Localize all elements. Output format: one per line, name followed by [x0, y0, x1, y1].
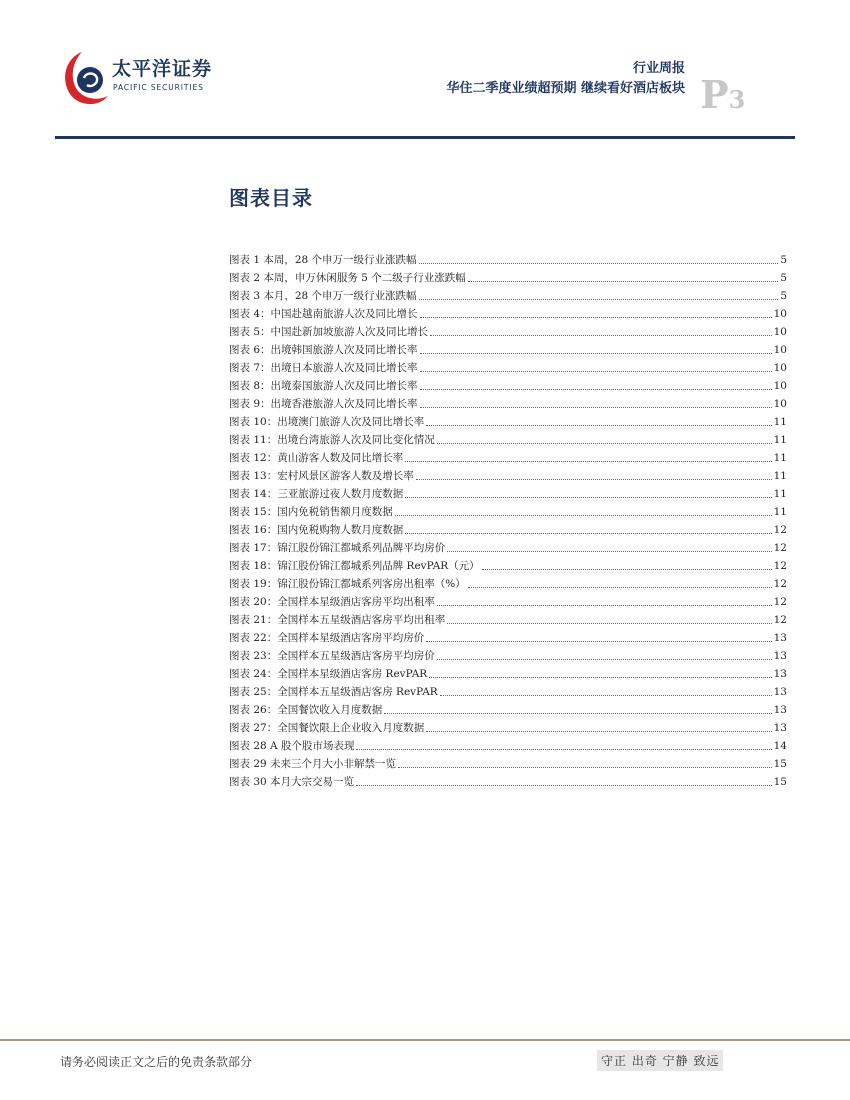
toc-entry[interactable]: [229, 303, 787, 321]
toc-entry-label: 图表 8：出境泰国旅游人次及同比增长率: [229, 380, 418, 392]
toc-entry-page: 13: [773, 650, 787, 662]
toc-entry[interactable]: [229, 447, 787, 465]
brand-name-cn: 太平洋证券: [112, 58, 213, 80]
toc-entry-label: 图表 14：三亚旅游过夜人数月度数据: [229, 488, 404, 500]
toc-entry-label: 图表 16：国内免税购物人数月度数据: [229, 524, 404, 536]
toc-entry-page: 15: [773, 776, 787, 788]
toc-entry-page: 5: [780, 290, 787, 302]
toc-entry[interactable]: [229, 735, 787, 753]
toc-leader-dots: [429, 676, 771, 678]
toc-entry-page: 10: [773, 344, 787, 356]
toc-entry-label: 图表 19：锦江股份锦江都城系列客房出租率（%）: [229, 578, 466, 590]
toc-entry-page: 12: [773, 560, 787, 572]
toc-entry[interactable]: [229, 717, 787, 735]
pacific-securities-logo-icon: [60, 48, 112, 108]
toc-leader-dots: [430, 334, 772, 336]
footer-disclaimer: 请务必阅读正文之后的免责条款部分: [60, 1055, 253, 1069]
toc-entry-page: 11: [773, 470, 787, 482]
toc-entry-page: 10: [773, 362, 787, 374]
toc-entry-label: 图表 3 本月，28 个申万一级行业涨跌幅: [229, 290, 417, 302]
toc-leader-dots: [437, 442, 772, 444]
toc-entry-page: 12: [773, 524, 787, 536]
page-number: 3: [728, 85, 746, 114]
toc-leader-dots: [482, 568, 772, 570]
toc-leader-dots: [419, 298, 779, 300]
toc-entry[interactable]: [229, 555, 787, 573]
toc-leader-dots: [447, 550, 771, 552]
toc-heading: 图表目录: [229, 186, 313, 210]
toc-entry-page: 11: [773, 488, 787, 500]
toc-leader-dots: [426, 424, 771, 426]
page-number-mark: [700, 72, 745, 117]
toc-leader-dots: [426, 730, 771, 732]
toc-entry[interactable]: [229, 681, 787, 699]
toc-entry[interactable]: [229, 249, 787, 267]
toc-entry[interactable]: [229, 663, 787, 681]
toc-leader-dots: [426, 640, 771, 642]
toc-entry-page: 13: [773, 722, 787, 734]
toc-entry[interactable]: [229, 591, 787, 609]
toc-entry-page: 12: [773, 578, 787, 590]
toc-leader-dots: [440, 694, 772, 696]
toc-entry-label: 图表 9：出境香港旅游人次及同比增长率: [229, 398, 418, 410]
toc-entry[interactable]: [229, 375, 787, 393]
toc-entry-label: 图表 18：锦江股份锦江都城系列品牌 RevPAR（元）: [229, 560, 480, 572]
toc-entry[interactable]: [229, 627, 787, 645]
toc-entry-label: 图表 27：全国餐饮限上企业收入月度数据: [229, 722, 425, 734]
toc-entry[interactable]: [229, 321, 787, 339]
toc-entry-page: 12: [773, 542, 787, 554]
toc-leader-dots: [447, 622, 771, 624]
header-divider: [55, 136, 795, 139]
toc-entry[interactable]: [229, 699, 787, 717]
toc-list: [229, 249, 787, 789]
toc-entry-page: 11: [773, 434, 787, 446]
company-logo: [60, 48, 230, 108]
toc-entry[interactable]: [229, 393, 787, 411]
footer-motto: 守正 出奇 宁静 致远: [597, 1050, 723, 1071]
toc-leader-dots: [468, 586, 772, 588]
toc-leader-dots: [405, 460, 771, 462]
toc-entry-page: 11: [773, 452, 787, 464]
toc-leader-dots: [356, 784, 772, 786]
toc-leader-dots: [420, 370, 772, 372]
toc-entry-page: 14: [773, 740, 787, 752]
toc-entry[interactable]: [229, 645, 787, 663]
toc-entry-label: 图表 25：全国样本五星级酒店客房 RevPAR: [229, 686, 438, 698]
toc-entry[interactable]: [229, 609, 787, 627]
toc-entry-page: 11: [773, 416, 787, 428]
brand-name-en: PACIFIC SECURITIES: [113, 83, 204, 92]
toc-leader-dots: [437, 658, 772, 660]
toc-entry-label: 图表 13：宏村风景区游客人数及增长率: [229, 470, 414, 482]
toc-leader-dots: [420, 316, 772, 318]
toc-entry-label: 图表 6：出境韩国旅游人次及同比增长率: [229, 344, 418, 356]
toc-entry-label: 图表 7：出境日本旅游人次及同比增长率: [229, 362, 418, 374]
toc-entry-label: 图表 15：国内免税销售额月度数据: [229, 506, 393, 518]
toc-entry-label: 图表 29 未来三个月大小非解禁一览: [229, 758, 397, 770]
toc-entry-page: 11: [773, 506, 787, 518]
toc-entry-page: 10: [773, 326, 787, 338]
toc-leader-dots: [384, 712, 771, 714]
toc-entry[interactable]: [229, 753, 787, 771]
toc-entry[interactable]: [229, 465, 787, 483]
toc-entry-page: 10: [773, 308, 787, 320]
toc-leader-dots: [420, 388, 772, 390]
toc-entry-label: 图表 5：中国赴新加坡旅游人次及同比增长: [229, 326, 429, 338]
toc-entry[interactable]: [229, 339, 787, 357]
toc-leader-dots: [419, 262, 779, 264]
toc-entry-label: 图表 17：锦江股份锦江都城系列品牌平均房价: [229, 542, 446, 554]
toc-entry-label: 图表 4：中国赴越南旅游人次及同比增长: [229, 308, 418, 320]
toc-leader-dots: [416, 478, 772, 480]
toc-leader-dots: [420, 352, 772, 354]
toc-entry[interactable]: [229, 771, 787, 789]
report-title: 华住二季度业绩超预期 继续看好酒店板块: [446, 81, 685, 96]
toc-entry-label: 图表 1 本周，28 个申万一级行业涨跌幅: [229, 254, 417, 266]
toc-entry-label: 图表 10：出境澳门旅游人次及同比增长率: [229, 416, 425, 428]
toc-entry-page: 12: [773, 596, 787, 608]
toc-entry-label: 图表 2 本周，申万休闲服务 5 个二级子行业涨跌幅: [229, 272, 466, 284]
toc-entry[interactable]: [229, 429, 787, 447]
page-letter: P: [700, 72, 729, 117]
toc-entry-label: 图表 24：全国样本星级酒店客房 RevPAR: [229, 668, 428, 680]
toc-entry[interactable]: [229, 267, 787, 285]
toc-leader-dots: [398, 766, 772, 768]
toc-entry-page: 10: [773, 380, 787, 392]
toc-entry-page: 15: [773, 758, 787, 770]
footer-divider: [0, 1039, 850, 1041]
toc-entry[interactable]: [229, 501, 787, 519]
report-type: 行业周报: [632, 61, 685, 76]
toc-leader-dots: [468, 280, 779, 282]
toc-leader-dots: [420, 406, 772, 408]
toc-leader-dots: [395, 514, 772, 516]
toc-entry-label: 图表 22：全国样本星级酒店客房平均房价: [229, 632, 425, 644]
toc-entry[interactable]: [229, 537, 787, 555]
toc-entry-page: 13: [773, 686, 787, 698]
toc-entry-page: 13: [773, 668, 787, 680]
toc-entry-page: 13: [773, 704, 787, 716]
toc-entry[interactable]: [229, 285, 787, 303]
toc-entry[interactable]: [229, 411, 787, 429]
toc-entry-page: 13: [773, 632, 787, 644]
toc-leader-dots: [405, 496, 771, 498]
toc-leader-dots: [437, 604, 772, 606]
toc-entry[interactable]: [229, 483, 787, 501]
toc-entry-label: 图表 28 A 股个股市场表现: [229, 740, 355, 752]
toc-entry[interactable]: [229, 573, 787, 591]
toc-entry-label: 图表 21：全国样本五星级酒店客房平均出租率: [229, 614, 446, 626]
toc-entry-label: 图表 26：全国餐饮收入月度数据: [229, 704, 383, 716]
toc-entry-label: 图表 20：全国样本星级酒店客房平均出租率: [229, 596, 435, 608]
toc-entry[interactable]: [229, 357, 787, 375]
toc-entry-page: 12: [773, 614, 787, 626]
toc-leader-dots: [356, 748, 771, 750]
toc-leader-dots: [405, 532, 771, 534]
toc-entry-page: 5: [780, 272, 787, 284]
toc-entry-label: 图表 12：黄山游客人数及同比增长率: [229, 452, 404, 464]
toc-entry[interactable]: [229, 519, 787, 537]
toc-entry-page: 5: [780, 254, 787, 266]
toc-entry-label: 图表 11：出境台湾旅游人次及同比变化情况: [229, 434, 435, 446]
toc-entry-label: 图表 23：全国样本五星级酒店客房平均房价: [229, 650, 435, 662]
toc-entry-page: 10: [773, 398, 787, 410]
toc-entry-label: 图表 30 本月大宗交易一览: [229, 776, 355, 788]
